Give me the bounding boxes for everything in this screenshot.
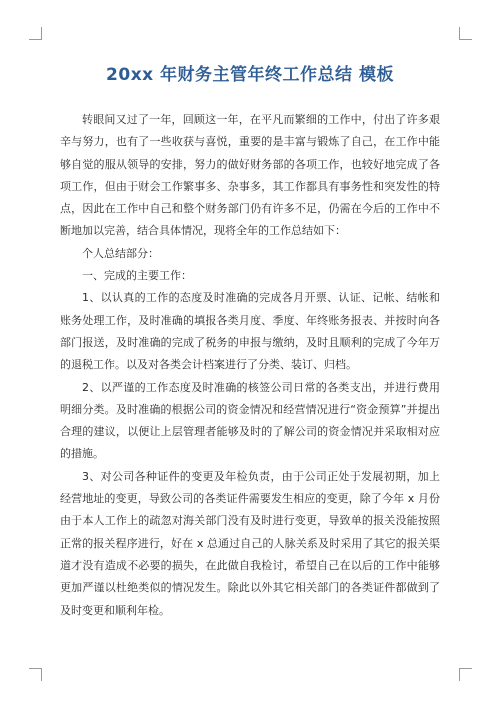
- page-corner-mark-top-left: [29, 27, 42, 40]
- paragraph-item-1: 1、以认真的工作的态度及时准确的完成各月开票、认证、记帐、结帐和账务处理工作，及时准确的填报各类月度、季度、年终账务报表、并按时向各部门报送，及时准确的完成了税务的申报与缴纳，及时且顺利的完成了今年万的退税工作。以及对各类会计档案进行了分类、装订、归档。: [60, 291, 440, 372]
- paragraph-item-2: 2、以严谨的工作态度及时准确的核签公司日常的各类支出，并进行费用明细分类。及时准确的根据公司的资金情况和经营情况进行“资金预算”并提出合理的建议，以便让上层管理者能够及时的了解公司的资金情况并采取相对应的措施。: [60, 380, 440, 461]
- paragraph-item-3: 3、对公司各种证件的变更及年检负责，由于公司正处于发展初期，加上经营地址的变更，导致公司的各类证件需要发生相应的变更，除了今年 x 月份由于本人工作上的疏忽对海关部门没有及时进行变更，导致单的报关没能按照正常的报关程序进行，好在 x 总通过自己的人脉关系及时采用了其它的报关渠道才没有造成不必要的损失，在此做自我检讨，希望自己在以后的工作中能够更加严谨以杜绝类似的情况发生。除此以外其它相关部门的各类证件都做到了及时变更和顺利年检。: [60, 469, 440, 617]
- document-title: 20xx 年财务主管年终工作总结 模板: [106, 65, 394, 85]
- page-corner-mark-top-right: [459, 27, 472, 40]
- document-body: [60, 109, 440, 622]
- page-corner-mark-bottom-right: [459, 668, 472, 681]
- paragraph-subheading: 一、完成的主要工作：: [82, 269, 192, 283]
- paragraph-intro: 转眼间又过了一年，回顾这一年，在平凡而繁细的工作中，付出了许多艰辛与努力，也有了一些收获与喜悦，重要的是丰富与锻炼了自己，在工作中能够自觉的服从领导的安排，努力的做好财务部的各项工作，也较好地完成了各项工作，但由于财会工作繁事多、杂事多，其工作都具有事务性和突发性的特点，因此在工作中自己和整个财务部门仍有许多不足，仍需在今后的工作中不断地加以完善，结合具体情况，现将全年的工作总结如下：: [60, 113, 440, 238]
- paragraph-section-heading: 个人总结部分：: [82, 246, 159, 260]
- page-corner-mark-bottom-left: [29, 668, 42, 681]
